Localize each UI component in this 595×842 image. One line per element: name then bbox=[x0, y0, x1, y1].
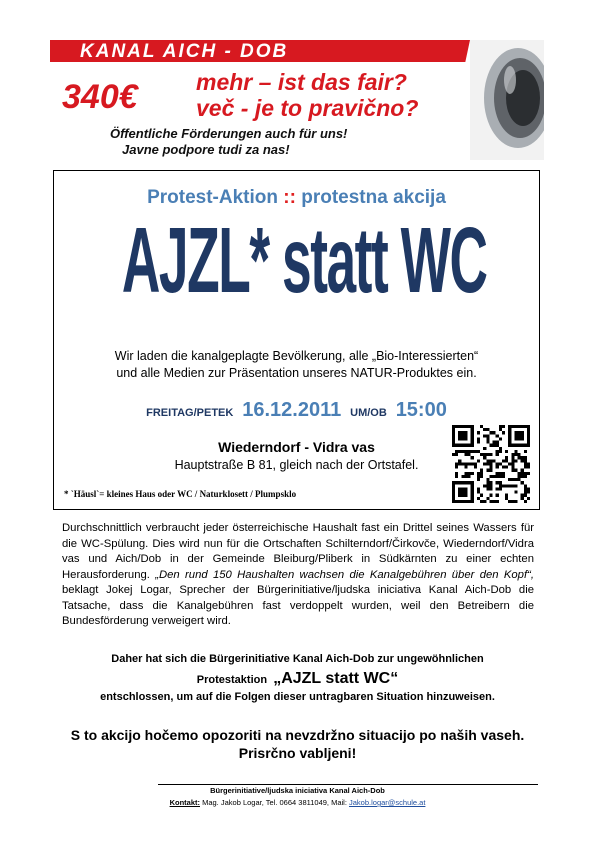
header-banner bbox=[50, 40, 544, 160]
event-box bbox=[53, 170, 540, 510]
heading-slovene: protestna akcija bbox=[301, 187, 446, 208]
heading-separator: :: bbox=[283, 187, 296, 208]
body-text-part2: beklagt Jokej Logar, Sprecher der Bürgerinitiative/ljudska iniciativa Kanal Aich-Dob die Tatsache, dass die Kanalgebühren fast verdoppelt wurden, weil den Betreibern die Bundesförderung verweigert wird. bbox=[62, 584, 534, 627]
place-name: Wiederndorf - Vidra vas bbox=[218, 439, 375, 455]
banner-subtitle-german: Öffentliche Förderungen auch für uns! bbox=[110, 126, 348, 141]
body-paragraph bbox=[62, 521, 534, 630]
invitation-line-1: Wir laden die kanalgeplagte Bevölkerung, alle „Bio-Interessierten“ bbox=[114, 349, 479, 363]
footer-rule bbox=[158, 784, 538, 785]
contact-label: Kontakt: bbox=[169, 798, 200, 807]
main-slogan: AJZL* statt WC bbox=[121, 208, 487, 312]
event-date: 16.12.2011 bbox=[242, 399, 342, 421]
banner-question-slovene: več - je to pravično? bbox=[196, 95, 419, 121]
footer-organisation: Bürgerinitiative/ljudska iniciativa Kanal Aich-Dob bbox=[210, 786, 385, 795]
closing-line-3: entschlossen, um auf die Folgen dieser untragbaren Situation hinzuweisen. bbox=[100, 691, 495, 703]
invitation-line-2: und alle Medien zur Präsentation unseres NATUR-Produktes ein. bbox=[116, 366, 477, 380]
body-quote: „Den rund 150 Haushalten wachsen die Kanalgebühren über den Kopf“, bbox=[155, 568, 534, 581]
event-heading bbox=[54, 187, 539, 209]
event-time: 15:00 bbox=[395, 399, 447, 421]
date-time-row bbox=[54, 399, 539, 422]
banner-question-german: mehr – ist das fair? bbox=[196, 69, 407, 95]
pipe-image bbox=[470, 40, 544, 160]
banner-price: 340€ bbox=[62, 78, 138, 116]
time-label: UM/OB bbox=[350, 407, 387, 419]
body-text-part1: Durchschnittlich verbraucht jeder österreichische Haushalt fast ein Drittel seines Wassers für die WC-Spülung. Dies wird nun für die Ortschaften Schilterndorf/Čirkovče, Wiederndorf/Vidra vas und Aich/Dob in der Gemeinde Bleiburg/Pliberk in Südkärnten zu einer echten Herausforderung. bbox=[62, 522, 534, 581]
place-address: Hauptstraße B 81, gleich nach der Ortstafel. bbox=[174, 458, 419, 472]
footer-contact bbox=[0, 798, 595, 807]
contact-email-link[interactable]: Jakob.logar@schule.at bbox=[349, 798, 426, 807]
closing-slogan: „AJZL statt WC“ bbox=[273, 670, 399, 687]
closing-line-1: Daher hat sich die Bürgerinitiative Kanal Aich-Dob zur ungewöhnlichen bbox=[111, 653, 484, 665]
slovene-line-2: Prisrčno vabljeni! bbox=[238, 745, 357, 761]
banner-title: KANAL AICH - DOB bbox=[80, 41, 289, 62]
contact-text: Mag. Jakob Logar, Tel. 0664 3811049, Mail: bbox=[202, 798, 347, 807]
day-label: FREITAG/PETEK bbox=[146, 407, 234, 419]
closing-line-2 bbox=[0, 670, 595, 688]
footnote: * `Häusl`= kleines Haus oder WC / Naturklosett / Plumpsklo bbox=[64, 489, 297, 499]
slovene-line-1: S to akcijo hočemo opozoriti na nevzdržno situacijo po naših vaseh. bbox=[70, 727, 525, 743]
heading-german: Protest-Aktion bbox=[147, 187, 278, 208]
closing-prefix: Protestaktion bbox=[196, 674, 268, 686]
qr-code bbox=[452, 425, 530, 503]
banner-subtitle-slovene: Javne podpore tudi za nas! bbox=[122, 142, 290, 157]
